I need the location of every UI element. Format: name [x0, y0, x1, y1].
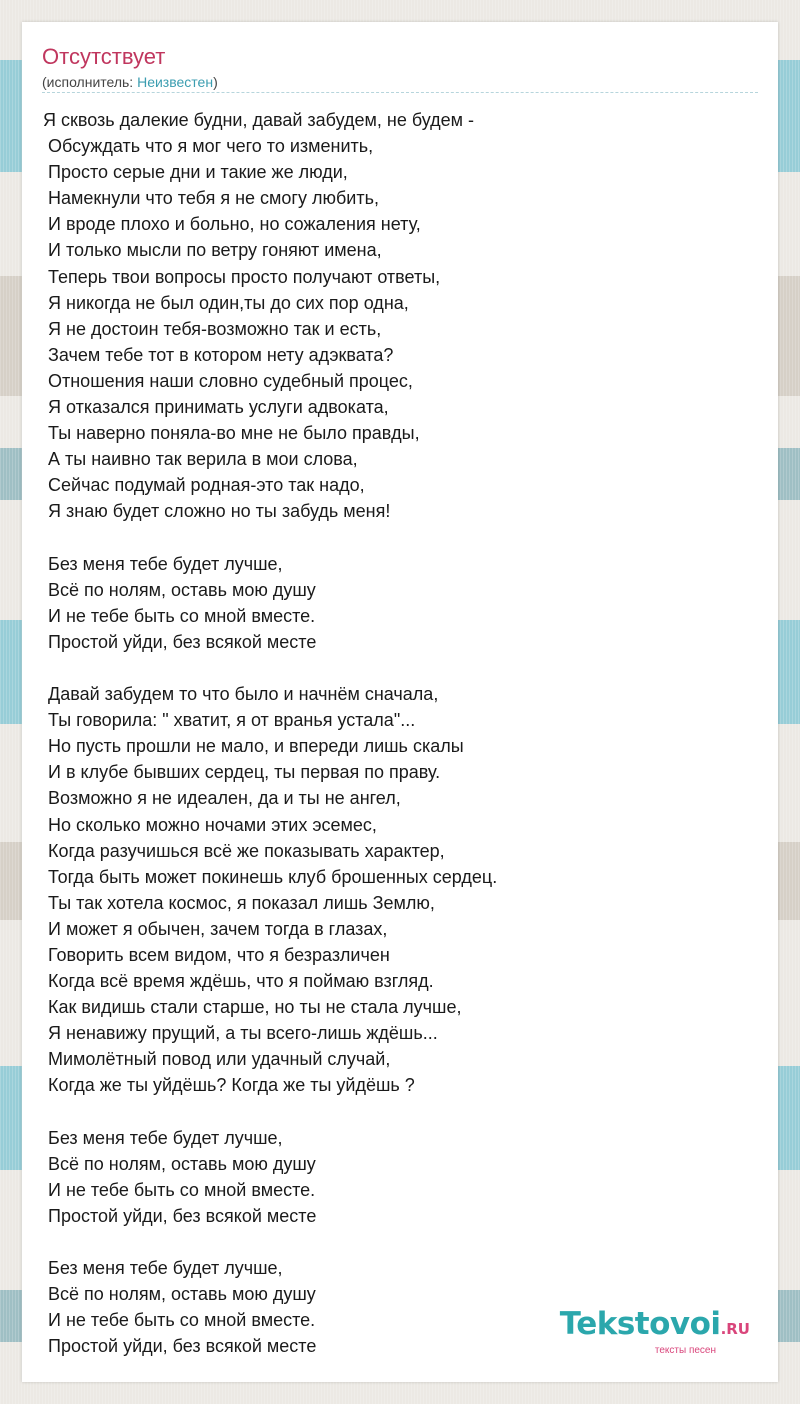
lyrics-card [22, 22, 778, 1382]
song-title: Отсутствует [42, 44, 166, 69]
lyric-line: Я никогда не был один,ты до сих пор одна, [43, 292, 409, 313]
lyric-line: Я не достоин тебя-возможно так и есть, [43, 318, 382, 339]
lyric-line [43, 655, 743, 681]
lyric-line: И только мысли по ветру гоняют имена, [43, 240, 382, 261]
lyric-line: И не тебе быть со мной вместе. [43, 1310, 316, 1331]
lyric-line: Как видишь стали старше, но ты не стала лучше, [43, 997, 462, 1018]
lyric-line: Теперь твои вопросы просто получают ответы, [43, 266, 441, 287]
lyric-line: Я отказался принимать услуги адвоката, [43, 397, 389, 418]
lyric-line [43, 525, 743, 551]
lyric-line: Возможно я не идеален, да и ты не ангел, [43, 788, 401, 809]
lyric-line [43, 1099, 743, 1125]
lyric-line: Ты говорила: " хватит, я от вранья устала"... [43, 710, 416, 731]
lyric-line: И вроде плохо и больно, но сожаления нету, [43, 214, 421, 235]
logo-tld: .RU [720, 1320, 750, 1338]
lyric-line: И может я обычен, зачем тогда в глазах, [43, 918, 388, 939]
lyric-line: Без меня тебе будет лучше, [43, 553, 283, 574]
lyric-line: Без меня тебе будет лучше, [43, 1127, 283, 1148]
lyric-line: Но пусть прошли не мало, и впереди лишь скалы [43, 736, 464, 757]
logo-wordmark [560, 1308, 750, 1345]
lyric-line: Когда же ты уйдёшь? Когда же ты уйдёшь ? [43, 1075, 415, 1096]
lyric-line: Я ненавижу прущий, а ты всего-лишь ждёшь... [43, 1023, 438, 1044]
lyric-line: Отношения наши словно судебный процес, [43, 370, 413, 391]
lyric-line: Просто серые дни и такие же люди, [43, 162, 348, 183]
lyric-line: Простой уйди, без всякой месте [43, 1205, 317, 1226]
lyric-line: Но сколько можно ночами этих эсемес, [43, 814, 377, 835]
title-divider [42, 92, 758, 93]
lyric-line: Всё по нолям, оставь мою душу [43, 579, 316, 600]
lyric-line: Намекнули что тебя я не смогу любить, [43, 188, 379, 209]
lyric-line: Простой уйди, без всякой месте [43, 631, 317, 652]
lyric-line: Говорить всем видом, что я безразличен [43, 945, 390, 965]
lyric-line: Всё по нолям, оставь мою душу [43, 1284, 316, 1305]
lyric-line: Когда всё время ждёшь, что я поймаю взгляд. [43, 971, 434, 992]
lyric-line: Ты так хотела космос, я показал лишь Землю, [43, 892, 435, 913]
lyric-line: Простой уйди, без всякой месте [43, 1336, 317, 1357]
lyrics-text [43, 107, 743, 1360]
lyric-line: И не тебе быть со мной вместе. [43, 1179, 316, 1200]
logo-name: Tekstovoi [559, 1306, 721, 1342]
lyric-line: А ты наивно так верила в мои слова, [43, 449, 358, 470]
lyric-line [43, 1229, 743, 1255]
artist-suffix: ) [213, 74, 218, 90]
lyric-line: Сейчас подумай родная-это так надо, [43, 475, 365, 496]
site-logo[interactable] [560, 1308, 750, 1356]
lyric-line: Зачем тебе тот в котором нету адэквата? [43, 344, 394, 365]
lyric-line: Тогда быть может покинешь клуб брошенных сердец. [43, 866, 498, 887]
lyric-line: Давай забудем то что было и начнём сначала, [43, 684, 439, 705]
logo-tagline: тексты песен [654, 1345, 716, 1356]
lyric-line: Я знаю будет сложно но ты забудь меня! [43, 501, 391, 522]
lyric-line: И не тебе быть со мной вместе. [43, 605, 316, 626]
artist-line [42, 73, 218, 91]
lyric-line: Ты наверно поняла-во мне не было правды, [43, 423, 420, 444]
lyric-line: Мимолётный повод или удачный случай, [43, 1049, 391, 1070]
lyric-line: И в клубе бывших сердец, ты первая по праву. [43, 762, 441, 783]
artist-prefix: (исполнитель: [42, 74, 138, 90]
lyric-line: Всё по нолям, оставь мою душу [43, 1153, 316, 1174]
artist-link[interactable]: Неизвестен [137, 74, 214, 90]
lyric-line: Без меня тебе будет лучше, [43, 1258, 283, 1279]
lyric-line: Обсуждать что я мог чего то изменить, [43, 136, 374, 157]
lyric-line: Когда разучишься всё же показывать характер, [43, 840, 445, 861]
lyric-line: Я сквозь далекие будни, давай забудем, не будем - [43, 110, 475, 130]
